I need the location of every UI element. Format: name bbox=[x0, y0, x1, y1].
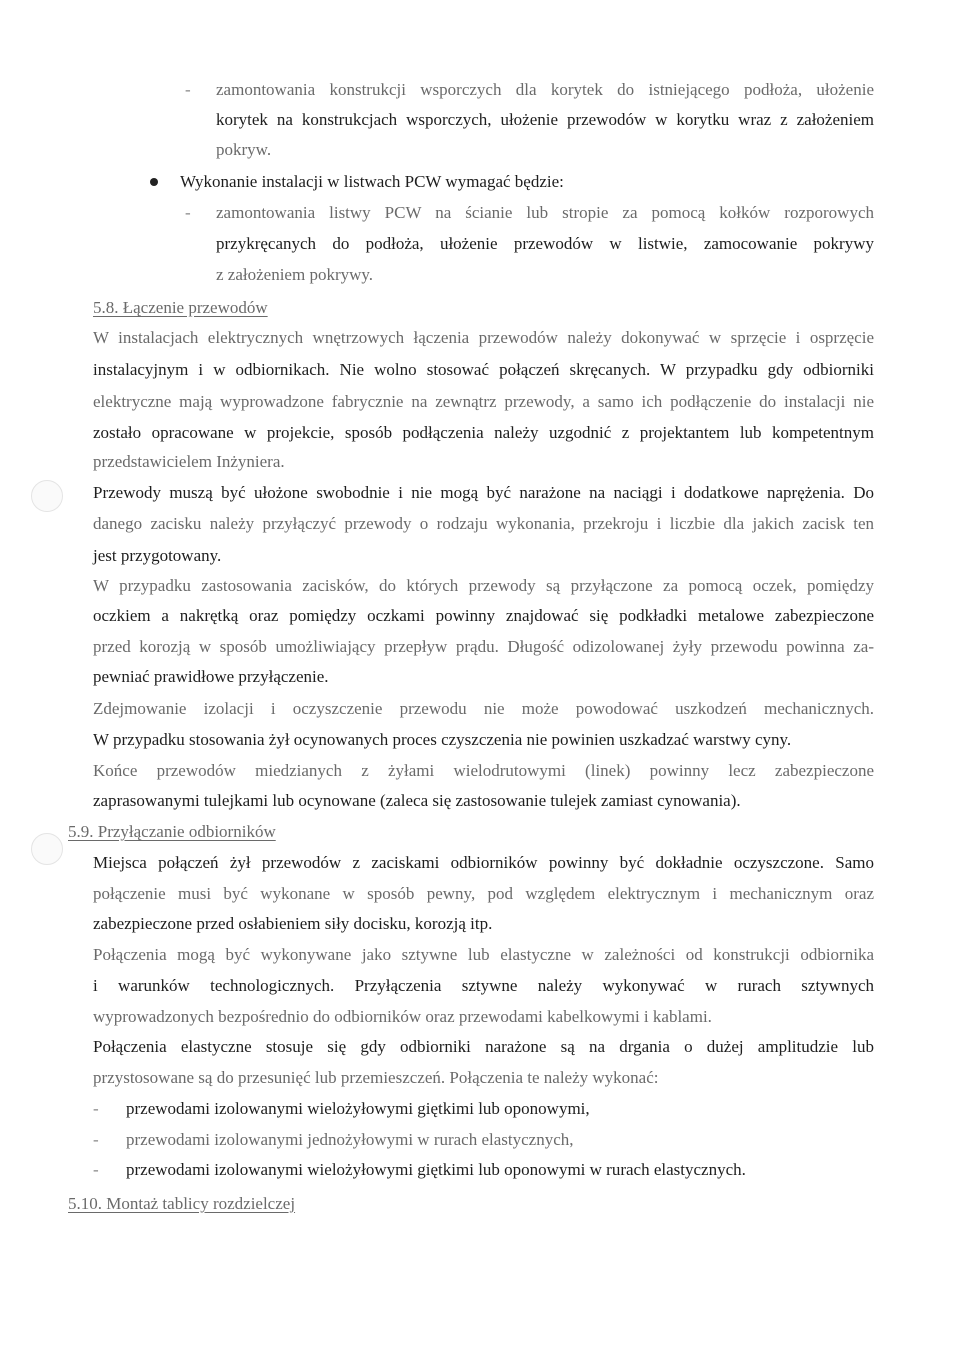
paragraph-line: i warunków technologicznych. Przyłączenia sztywne należy wykonywać w rurach sztywnych bbox=[93, 976, 874, 995]
paragraph-line: zabezpieczone przed osłabieniem siły docisku, korozją itp. bbox=[93, 914, 493, 933]
paragraph-line: W przypadku stosowania żył ocynowanych proces czyszczenia nie powinien uszkadzać warstwy cyny. bbox=[93, 730, 792, 749]
paragraph-line: Końce przewodów miedzianych z żyłami wielodrutowymi (linek) powinny lecz zabezpieczone bbox=[93, 761, 874, 780]
paragraph-line: jest przygotowany. bbox=[93, 546, 222, 565]
bullet-dot bbox=[150, 178, 158, 186]
paragraph-line: przystosowane są do przesunięć lub przemieszczeń. Połączenia te należy wykonać: bbox=[93, 1068, 659, 1087]
paragraph-line: zostało opracowane w projekcie, sposób podłączenia należy uzgodnić z projektantem lub kompetentnym bbox=[93, 423, 874, 442]
paragraph-line: zaprasowanymi tulejkami lub ocynowane (zaleca się zastosowanie tulejek zamiast cynowania). bbox=[93, 791, 741, 810]
paragraph-line: W przypadku zastosowania zacisków, do których przewody są przyłączone za pomocą oczek, pomiędzy bbox=[93, 576, 874, 595]
section-heading-5-8: 5.8. Łączenie przewodów bbox=[93, 298, 268, 317]
intro-line: korytek na konstrukcjach wsporczych, ułożenie przewodów w korytku wraz z założeniem bbox=[216, 110, 874, 129]
paragraph-line: Zdejmowanie izolacji i oczyszczenie przewodu nie może powodować uszkodzeń mechanicznych. bbox=[93, 699, 874, 718]
intro-line: pokryw. bbox=[216, 140, 272, 159]
paragraph-line: instalacyjnym i w odbiornikach. Nie wolno stosować połączeń skręcanych. W przypadku gdy odbiorniki bbox=[93, 360, 874, 379]
section-heading-5-9: 5.9. Przyłączanie odbiorników bbox=[68, 822, 276, 841]
paragraph-line: W instalacjach elektrycznych wnętrzowych łączenia przewodów należy dokonywać w sprzęcie i osprzęcie bbox=[93, 328, 874, 347]
paragraph-line: elektryczne mają wyprowadzone fabrycznie na zewnątrz przewody, a samo ich podłączenie do instalacji nie bbox=[93, 392, 874, 411]
paragraph-line: Miejsca połączeń żył przewodów z zaciskami odbiorników powinny być dokładnie oczyszczone. Samo bbox=[93, 853, 874, 872]
paragraph-line: pewniać prawidłowe przyłączenie. bbox=[93, 667, 329, 686]
list-item: przewodami izolowanymi wielożyłowymi giętkimi lub oponowymi, bbox=[126, 1099, 590, 1118]
paragraph-line: Przewody muszą być ułożone swobodnie i nie mogą być narażone na naciągi i dodatkowe naprężenia. Do bbox=[93, 483, 874, 502]
dash-marker: - bbox=[93, 1130, 99, 1149]
punch-hole-bottom bbox=[31, 833, 63, 865]
paragraph-line: danego zacisku należy przyłączyć przewody o rodzaju wykonania, przekroju i liczbie dla jakich zacisk ten bbox=[93, 514, 874, 533]
paragraph-line: Połączenia mogą być wykonywane jako sztywne lub elastyczne w zależności od konstrukcji odbiornika bbox=[93, 945, 874, 964]
pcw-line: przykręcanych do podłoża, ułożenie przewodów w listwie, zamocowanie pokrywy bbox=[216, 234, 874, 253]
paragraph-line: wyprowadzonych bezpośrednio do odbiorników oraz przewodami kabelkowymi i kablami. bbox=[93, 1007, 712, 1026]
section-heading-5-10: 5.10. Montaż tablicy rozdzielczej bbox=[68, 1194, 296, 1213]
paragraph-line: Połączenia elastyczne stosuje się gdy odbiorniki narażone są na drgania o dużej amplitudzie lub bbox=[93, 1037, 874, 1056]
list-item: przewodami izolowanymi jednożyłowymi w rurach elastycznych, bbox=[126, 1130, 574, 1149]
dash-marker: - bbox=[185, 203, 191, 222]
pcw-line: zamontowania listwy PCW na ścianie lub stropie za pomocą kołków rozporowych bbox=[216, 203, 874, 222]
dash-marker: - bbox=[185, 80, 191, 99]
pcw-line: z założeniem pokrywy. bbox=[216, 265, 374, 284]
intro-line: zamontowania konstrukcji wsporczych dla korytek do istniejącego podłoża, ułożenie bbox=[216, 80, 874, 99]
punch-hole-top bbox=[31, 480, 63, 512]
paragraph-line: połączenie musi być wykonane w sposób pewny, pod względem elektrycznym i mechanicznym oraz bbox=[93, 884, 874, 903]
paragraph-line: przed korozją w sposób umożliwiający przepływ prądu. Długość odizolowanej żyły przewodu powinna za- bbox=[93, 637, 874, 656]
dash-marker: - bbox=[93, 1099, 99, 1118]
paragraph-line: przedstawicielem Inżyniera. bbox=[93, 452, 285, 471]
paragraph-line: oczkiem a nakrętką oraz pomiędzy oczkami powinny znajdować się podkładki metalowe zabezpieczone bbox=[93, 606, 874, 625]
dash-marker: - bbox=[93, 1160, 99, 1179]
bullet-text: Wykonanie instalacji w listwach PCW wymagać będzie: bbox=[180, 172, 564, 191]
list-item: przewodami izolowanymi wielożyłowymi giętkimi lub oponowymi w rurach elastycznych. bbox=[126, 1160, 746, 1179]
